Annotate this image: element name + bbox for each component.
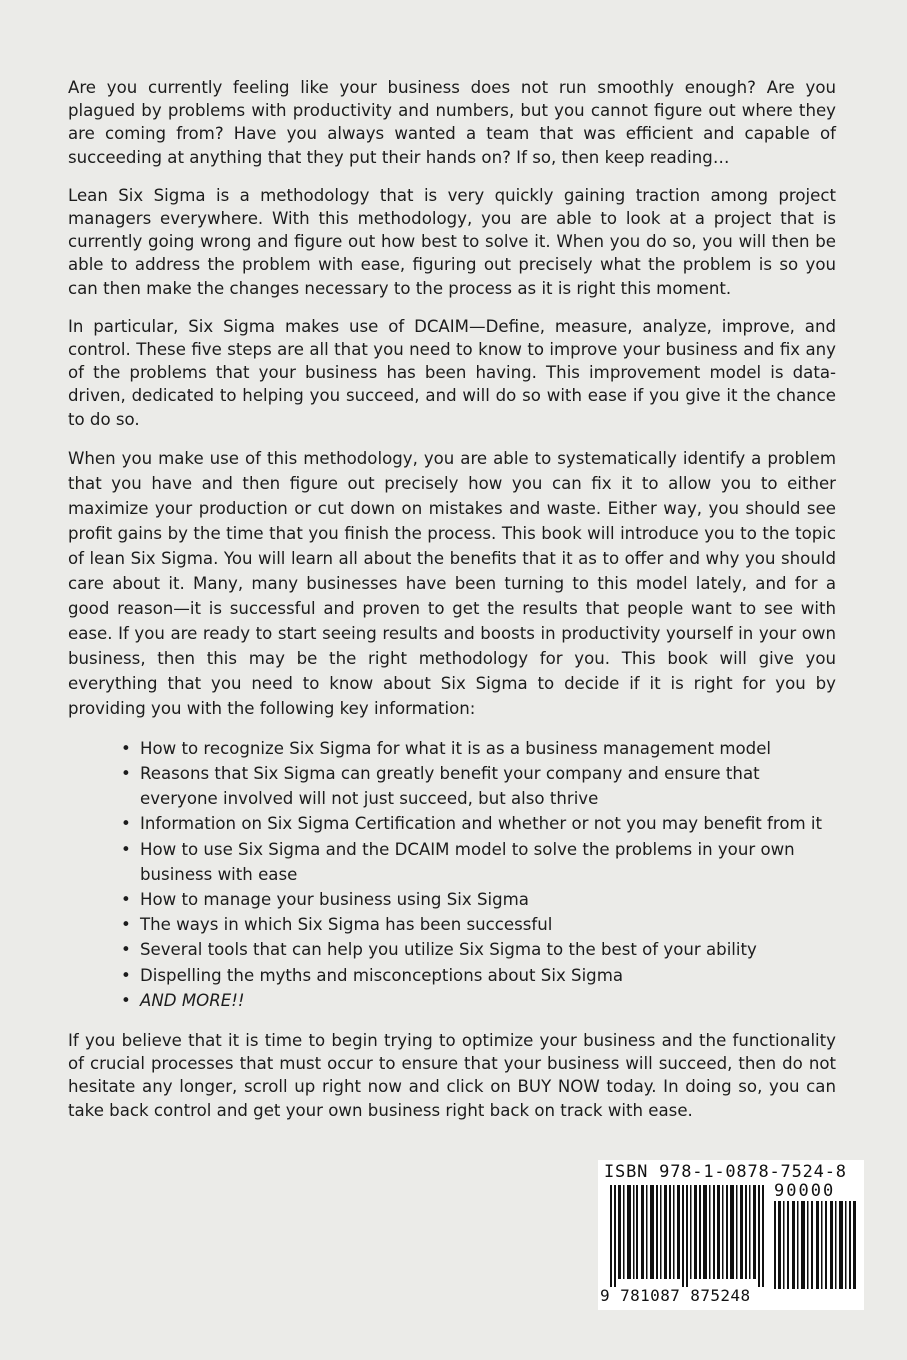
lean-six-sigma-paragraph: Lean Six Sigma is a methodology that is very quickly gaining traction among project managers everywhere. With this methodology, you are able to look at a project that is currently going wrong and figure out how best to solve it. When you do so, you will then be able to address the problem with ease, figuring out precisely what the problem is so you can then make the changes necessary to the process as it is right this moment. xyxy=(68,185,836,298)
isbn-label: ISBN 978-1-0878-7524-8 xyxy=(604,1162,847,1182)
list-item: • The ways in which Six Sigma has been successful xyxy=(140,912,836,937)
ean-digits: 9 781087 875248 xyxy=(600,1286,751,1305)
list-item: • How to use Six Sigma and the DCAIM model to solve the problems in your own business with ease xyxy=(140,837,836,887)
list-item: • Information on Six Sigma Certification and whether or not you may benefit from it xyxy=(140,811,836,836)
isbn-barcode xyxy=(598,1160,864,1310)
dcaim-paragraph: In particular, Six Sigma makes use of DCAIM—Define, measure, analyze, improve, and control. These five steps are all that you need to know to improve your business and fix any of the problems that your business has been having. This improvement model is data-driven, dedicated to helping you succeed, and will do so with ease if you give it the chance to do so. xyxy=(68,316,836,429)
ean-barcode-bars xyxy=(610,1185,764,1287)
call-to-action-paragraph: If you believe that it is time to begin trying to optimize your business and the functionality of crucial processes that must occur to ensure that your business will succeed, then do not hesitate any longer, scroll up right now and click on BUY NOW today. In doing so, you can take back control and get your own business right back on track with ease. xyxy=(68,1031,836,1120)
intro-paragraph: Are you currently feeling like your business does not run smoothly enough? Are you plagued by problems with productivity and numbers, but you cannot figure out where they are coming from? Have you always wanted a team that was efficient and capable of succeeding at anything that they put their hands on? If so, then keep reading… xyxy=(68,78,836,167)
list-item: • How to manage your business using Six Sigma xyxy=(140,887,836,912)
list-item: • How to recognize Six Sigma for what it is as a business management model xyxy=(140,736,836,761)
key-information-list xyxy=(68,736,836,1013)
list-item: • Reasons that Six Sigma can greatly benefit your company and ensure that everyone involved will not just succeed, but also thrive xyxy=(140,761,836,811)
price-addon-digits: 90000 xyxy=(774,1181,836,1201)
list-item: • Several tools that can help you utilize Six Sigma to the best of your ability xyxy=(140,937,836,962)
list-item-and-more: • AND MORE!! xyxy=(140,988,836,1013)
addon-barcode-bars xyxy=(774,1201,856,1289)
back-cover-text xyxy=(68,76,836,1137)
methodology-paragraph: When you make use of this methodology, you are able to systematically identify a problem that you have and then figure out precisely how you can fix it to allow you to either maximize your production or cut down on mistakes and waste. Either way, you should see profit gains by the time that you finish the process. This book will introduce you to the topic of lean Six Sigma. You will learn all about the benefits that it as to offer and why you should care about it. Many, many businesses have been turning to this model lately, and for a good reason—it is successful and proven to get the results that people want to see with ease. If you are ready to start seeing results and boosts in productivity yourself in your own business, then this may be the right methodology for you. This book will give you everything that you need to know about Six Sigma to decide if it is right for you by providing you with the following key information: xyxy=(68,448,836,718)
list-item: • Dispelling the myths and misconceptions about Six Sigma xyxy=(140,963,836,988)
